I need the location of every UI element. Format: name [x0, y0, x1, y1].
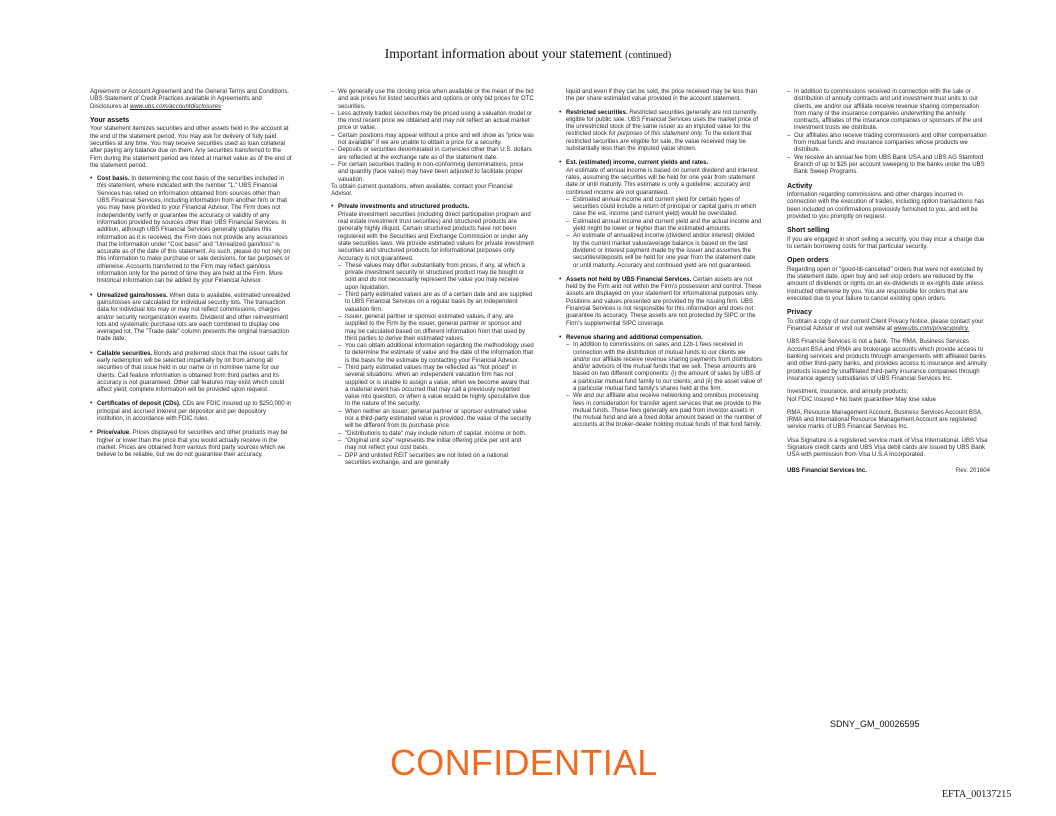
dash-item: – In addition to commissions on sales and 12b-1 fees received in connection with the distribution of mutual funds to our clients we and/or our affiliate receive revenue sharing payments from distributors and/or advisors of the mutual funds that we sell. These amounts are based on two different components: (i) the amount of sales by UBS of a particular mutual fund family to our clients; and (ii) the asset value of a particular mutual fund family's shares held at the firm. [566, 341, 762, 392]
unrealized-item: • Unrealized gains/losses. When data is available, estimated unrealized gains/losses are calculated for individual security lots. The transaction data for individual lots may or may not reflect commissions, charges and/or security reorganization events. Dividend and other reinvestment lots and systematic purchase lots are each combined to display one averaged lot. The "Trade date" column presents the original transaction trade date. [90, 292, 293, 343]
activity-paragraph: Information regarding commissions and other charges incurred in connection with the execution of trades, including option transactions has been included on confirmations previously furnished to you, and will be provided to you promptly on request. [787, 191, 985, 220]
title-suffix: (continued) [625, 50, 672, 61]
ubs-not-bank-paragraph: UBS Financial Services is not a bank. The RMA, Business Services Account BSA and IRMA are brokerage accounts which provide access to banking services and products through arrangements with affiliated banks and other third-party banks, and provides access to insurance and annuity products issued by unaffiliated third-party insurance companies through insurance agency subsidiaries of UBS Financial Services Inc. [787, 338, 987, 382]
confidential-stamp: CONFIDENTIAL [390, 742, 658, 783]
dash-item: – Third party estimated values are as of a certain date and are supplied to UBS Financial Services on a regular basis by an independent valuation firm. [338, 291, 534, 313]
open-orders-heading: Open orders [787, 257, 829, 265]
assets-bullets [90, 175, 293, 458]
column-3 [559, 88, 762, 436]
bates-sdny: SDNY_GM_00026595 [830, 719, 920, 729]
dash-item: – We generally use the closing price when available or the mean of the bid and ask prices for listed securities and options or only bid prices for OTC securities. [331, 88, 534, 110]
corp-line: UBS Financial Services Inc. Rev. 201604 [787, 466, 990, 474]
dash-item: – These values may differ substantially from prices, if any, at which a private investment security or structured product may be bought or sold and do not necessarily represent the value you may receive upon liquidation. [338, 262, 534, 291]
price-item: • Price/value. Prices displayed for securities and other products may be higher or lower than the price that you would actually receive in the market. Prices are obtained from various third party sources which we believe to be reliable, but we do not guarantee their accuracy. [90, 429, 293, 458]
est-income-item: • Est. (estimated) income, current yields and rates. An estimate of annual income is based on current dividend and interest rates, assuming the securities will be held for one year from statement date or until maturity. This estimate is only a guideline; accuracy and continued income are not guaranteed. – Estimated annual income and current yield for certain types of securities could include a return of principal or capital gains in which case the est. income (and current yield) would be overstated. – Estimated annual income and current yield and the actual income and yield might be lower or higher than the estimated amounts. – An estimate of annualized income (dividend and/or interest) divided by the current market value/average balance is based on the last dividend or interest payment made by the issuer and assumes the securities/deposits will be held for one year from the statement date or until maturity. Accuracy and continued yield are not guaranteed. [559, 159, 762, 268]
title-text: Important information about your statement [384, 46, 622, 61]
col3-bullets [559, 109, 762, 429]
restricted-item: • Restricted securities. Restricted securities generally are not currently eligible for public sale. UBS Financial Services uses the market price of the unrestricted stock of the same issuer as an imputed value for the restricted stock for purposes of this statement only. To the extent that restricted securities are eligible for sale, the value received may be substantially less than the imputed value shown. [559, 109, 762, 153]
dash-item: – We and our affiliate also receive networking and omnibus processing fees in consideration for transfer agent services that we provide to the mutual funds. These fees generally are paid from investor assets in the mutual fund and are a fixed dollar amount based on the number of accounts at the broker-dealer holding mutual funds of that fund family. [566, 392, 762, 428]
revenue-item: • Revenue sharing and additional compensation. – In addition to commissions on sales and 12b-1 fees received in connection with the distribution of mutual funds to our clients we and/or our affiliate receive revenue sharing payments from distributors and/or advisors of the mutual funds that we sell. These amounts are based on two different components: (i) the amount of sales by UBS of a particular mutual fund family to our clients; and (ii) the asset value of a particular mutual fund family's shares held at the firm. – We and our affiliate also receive networking and omnibus processing fees in consideration for transfer agent services that we provide to the mutual funds. These fees generally are paid from investor assets in the mutual fund and are a fixed dollar amount based on the number of accounts at the broker-dealer holding mutual funds of that fund family. [559, 334, 762, 429]
dash-item: – "Distributions to date" may include return of capital, income or both. [338, 430, 534, 437]
disclosures-link[interactable]: www.ubs.com/accountdisclosures [129, 102, 222, 110]
dash-item: – Estimated annual income and current yield for certain types of securities could include a return of principal or capital gains in which case the est. income (and current yield) would be overstated. [566, 196, 762, 218]
dash-item: – When neither an issuer, general partner or sponsor estimated value nor a third-party estimated value is provided, the value of the security will be different from its purchase price. [338, 408, 534, 430]
cd-item: • Certificates of deposit (CDs). CDs are FDIC insured up to $250,000 in principal and accrued interest per depositor and per depository institution, in accordance with FDIC rules. [90, 400, 293, 422]
bates-efta: EFTA_00137215 [942, 789, 1012, 800]
dash-item: – Less actively traded securities may be priced using a valuation model or the most recent price we obtained and may not reflect an actual market price or value. [331, 110, 534, 132]
pricing-dash-list [331, 88, 534, 183]
rma-paragraph: RMA, Resource Management Account, Business Services Account BSA, IRMA and International Resource Management Account are registered service marks of UBS Financial Services Inc. [787, 408, 983, 431]
privacy-heading: Privacy [787, 309, 812, 317]
column-2 [331, 88, 534, 473]
privacy-link[interactable]: www.ubs.com/privacypolicy. [893, 325, 970, 333]
dash-item: – Third party estimated values may be reflected as "Not priced" in several situations: when an independent valuation firm has not supplied or is unable to assign a value, when we become aware that a material event has occurred that may call a previously reported value into question, or when a value would be highly speculative due to the nature of the security. [338, 364, 534, 408]
dash-item: – You can obtain additional information regarding the methodology used to determine the estimate of value and the date of the information that is the basis for the estimate by contacting your Financial Advisor. [338, 342, 534, 364]
dash-item: – Deposits or securities denominated in currencies other than U.S. dollars are reflected at the exchange rate as of the statement date. [331, 146, 534, 161]
private-dash-list [338, 262, 534, 466]
dash-item: – An estimate of annualized income (dividend and/or interest) divided by the current market value/average balance is based on the last dividend or interest payment made by the issuer and assumes the securities/deposits will be held for one year from the statement date or until maturity. Accuracy and continued yield are not guaranteed. [566, 232, 762, 268]
revision: Rev. 201604 [955, 466, 990, 474]
privacy-paragraph: To obtain a copy of our current Client Privacy Notice, please contact your Financial Advisor or visit our website at www.ubs.com/privacypolicy. [787, 317, 984, 333]
assets-heading: Your assets [90, 116, 130, 124]
assets-paragraph: Your statement itemizes securities and other assets held in the account at the end of the statement period. You may ask for delivery of fully paid securities at any time. You may receive securities used as loan collateral after paying any balance due on them. Any securities transferred to the Firm during the statement period are listed at market value as of the end of the statement period. [90, 125, 292, 169]
dash-item: – We receive an annual fee from UBS Bank USA and UBS AG Stamford Branch of up to $25 per account sweeping to the banks under the UBS Bank Sweep Programs. [787, 154, 990, 176]
open-orders-paragraph: Regarding open or "good-till-cancelled" orders that were not executed by the statement date, open buy and sell stop orders are reduced by the amount of dividends or rights on an ex-dividends or ex-rights date unless instructed otherwise by you. You are responsible for orders that are executed due to your failure to cancel existing open orders. [787, 265, 984, 303]
column-1 [90, 88, 293, 466]
continued-paragraph: liquid and even if they can be sold, the price received may be less than the per share estimated value provided in the account statement. [566, 88, 758, 103]
dash-item: – Certain positions may appear without a price and will show as "price was not available" if we are unable to obtain a price for a security. [331, 132, 534, 147]
dash-item: – Issuer, general partner or sponsor estimated values, if any, are supplied to the Firm by the issuer, general partner or sponsor and may be calculated based on different information from that used by third parties to derive their estimated values. [338, 313, 534, 342]
est-dash-list [566, 196, 762, 269]
dash-item: – For certain securities trading in non-conforming denominations, price and quantity (face value) may have been adjusted to facilitate proper valuation. [331, 161, 534, 183]
callable-item: • Callable securities. Bonds and preferred stock that the issuer calls for early redemption will be selected impartially by lot from among all securities of that issue held in our name or in nominee name for our clients. Call feature information is obtained from third parties and its accuracy is not guaranteed. Other call features may exist which could affect yield; complete information will be provided upon request. [90, 350, 293, 394]
visa-paragraph: Visa Signature is a registered service mark of Visa International. UBS Visa Signature credit cards and UBS Visa debit cards are issued by UBS Bank USA with permission from Visa U.S.A Incorporated. [787, 436, 988, 459]
page-title [0, 46, 1056, 62]
activity-heading: Activity [787, 182, 813, 190]
investment-products-paragraph: Investment, insurance, and annuity products: Not FDIC insured • No bank guarantee• May lose value [787, 388, 936, 403]
quotes-paragraph: To obtain current quotations, when available, contact your Financial Advisor. [331, 182, 513, 198]
dash-item: – Estimated annual income and current yield and the actual income and yield might be lower or higher than the estimated amounts. [566, 218, 762, 233]
not-held-item: • Assets not held by UBS Financial Services. Certain assets are not held by the Firm and not within the Firm's possession and control. These assets are displayed on your statement for informational purposes only. Positions and values presented are provided by the issuing firm. UBS Financial Services is not responsible for this information and does not guarantee its accuracy. These assets are not protected by SIPC or the Firm's supplemental SIPC coverage. [559, 276, 762, 327]
short-selling-paragraph: If you are engaged in short selling a security, you may incur a charge due to certain borrowing costs for that particular security. [787, 235, 985, 251]
dash-item: – In addition to commissions received in connection with the sale or distribution of annuity contracts and unit investment trust units to our clients, we and/or our affiliate receive revenue sharing compensation from many of the insurance companies underwriting the annuity contracts, affiliates of the insurance companies or sponsors of the unit investment trusts we distribute. [787, 88, 990, 132]
short-selling-heading: Short selling [787, 227, 830, 235]
intro-paragraph: Agreement or Account Agreement and the General Terms and Conditions. UBS Statement of Credit Practices available in Agreements and Disclosures at www.ubs.com/accountdisclosures [90, 88, 290, 110]
dash-item: – DPP and unlisted REIT securities are not listed on a national securities exchange, and are generally [338, 452, 534, 467]
private-item: • Private investments and structured products. Private investment securities (including direct participation program and real estate investment trust securities) and structured products are generally highly illiquid. Certain structured products have not been registered with the Securities and Exchange Commission or under any state securities laws. We provide estimated values for private investment securities and structured products for informational purposes only. Accuracy is not guaranteed. – These values may differ substantially from prices, if any, at which a private investment security or structured product may be bought or sold and do not necessarily represent the value you may receive upon liquidation. – Third party estimated values are as of a certain date and are supplied to UBS Financial Services on a regular basis by an independent valuation firm. – Issuer, general partner or sponsor estimated values, if any, are supplied to the Firm by the issuer, general partner or sponsor and may be calculated based on different information from that used by third parties to derive their estimated values. – You can obtain additional information regarding the methodology used to determine the estimate of value and the date of the information that is the basis for the estimate by contacting your Financial Advisor. – Third party estimated values may be reflected as "Not priced" in several situations: when an independent valuation firm has not supplied or is unable to assign a value, when we become aware that a material event has occurred that may call a previously reported value into question, or when a value would be highly speculative due to the nature of the security. – When neither an issuer, general partner or sponsor estimated value nor a third-party estimated value is provided, the value of the security will be different from its purchase price. – "Distributions to date" may include return of capital, income or both. – "Original unit size" represents the initial offering price per unit and may not reflect your cost basis. – DPP and unlisted REIT securities are not listed on a national securities exchange, and are generally [331, 203, 534, 466]
cost-basis-item: • Cost basis. In determining the cost basis of the securities included in this statement, where indicated with the number "1," UBS Financial Services has relied on information obtained from sources other than UBS Financial Services, including information from another firm or that you may have provided to your Financial Advisor. The Firm does not independently verify or guarantee the accuracy or validity of any information provided by sources other than UBS Financial Services. In addition, although UBS Financial Services generally updates this information as it is received, the Firm does not provide any assurances that the information under "Cost basis" and "Unrealized gain/loss" is accurate as of the date of this statement. As such, please do not rely on this information to make purchase or sale decisions, for tax purposes or otherwise. Accounts transferred to the Firm may reflect gain/loss information only for the period of time they are held at the Firm. More historical information can be added by your Financial Advisor. [90, 175, 293, 284]
dash-item: – Our affiliates also receive trading commissions and other compensation from mutual funds and insurance companies whose products we distribute. [787, 132, 990, 154]
column-4 [787, 88, 990, 480]
revenue-dash-list [566, 341, 762, 429]
dash-item: – "Original unit size" represents the initial offering price per unit and may not reflect your cost basis. [338, 437, 534, 452]
private-bullets [331, 203, 534, 466]
compensation-dash-list [787, 88, 990, 176]
